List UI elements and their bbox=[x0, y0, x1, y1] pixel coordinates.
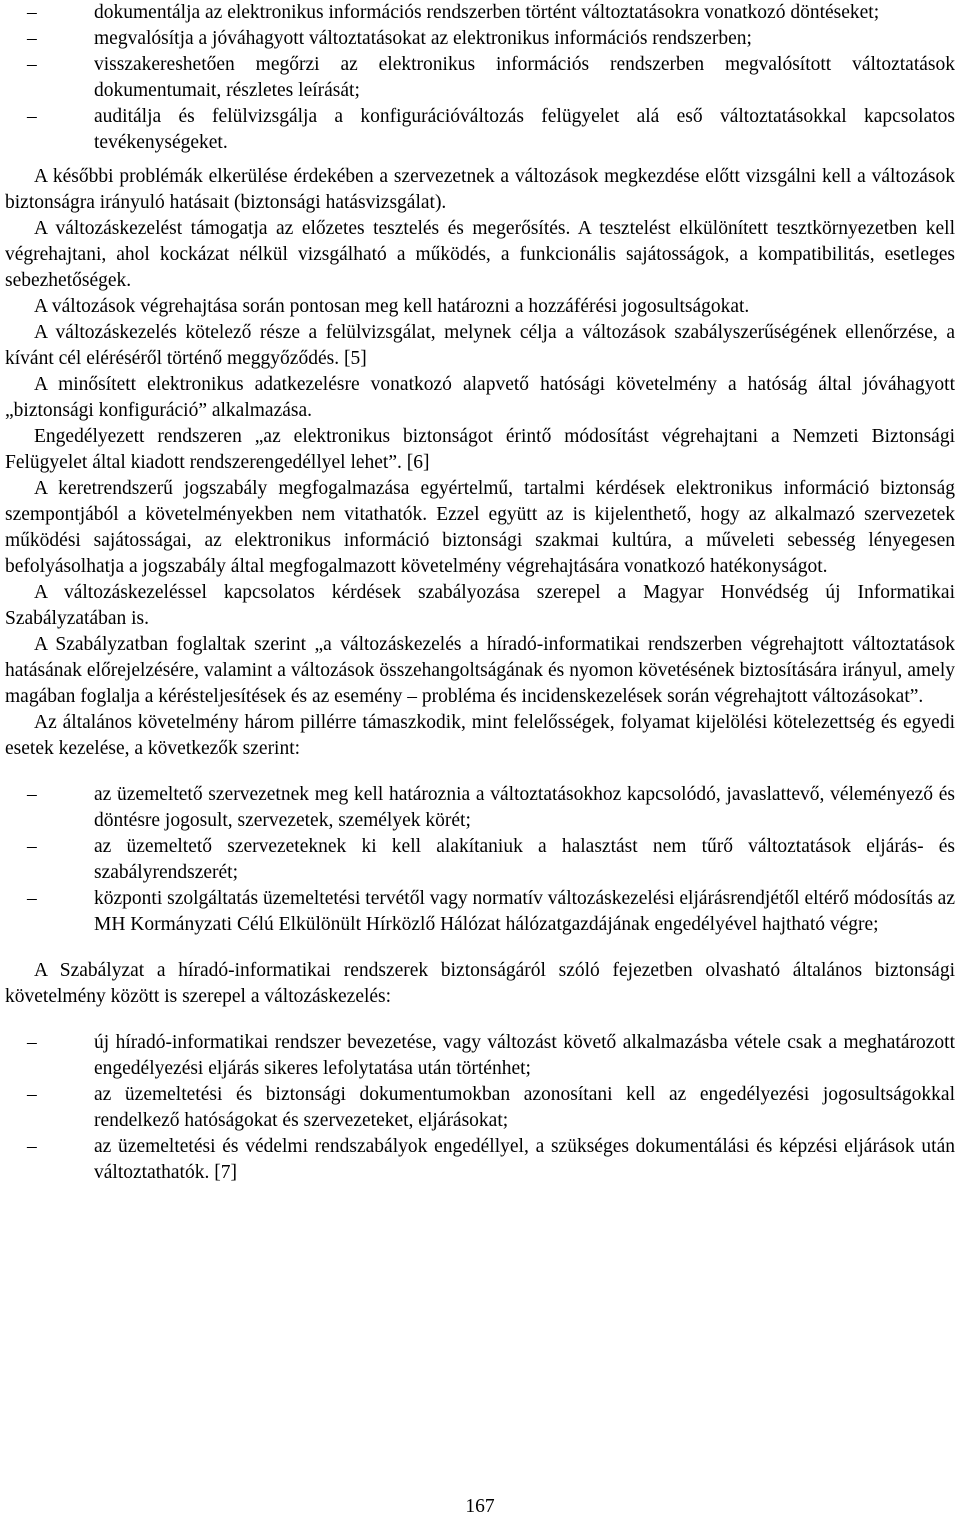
dash-bullet: – bbox=[27, 2, 37, 23]
paragraph-framework-regulation: A keretrendszerű jogszabály megfogalmazása egyértelmű, tartalmi kérdések elektronikus információ biztonság szempontjából a követelményekben nem vitathatók. Ezzel együtt az is kijelenthető, hogy az alkalmazó szervezetek működési sajátosságai, az elektronikus információ biztonsági szakmai kultúra, a műveleti sebesség lényegesen befolyásolhatja a jogszabály által megfogalmazott követelmény végrehajtására vonatkozó hatékonyságot. bbox=[5, 478, 955, 577]
dash-bullet: – bbox=[27, 1136, 37, 1157]
paragraph-impact-analysis: A későbbi problémák elkerülése érdekében a szervezetnek a változások megkezdése előtt vizsgálni kell a változások biztonságra irányuló hatásait (biztonsági hatásvizsgálat). bbox=[5, 166, 955, 213]
page-number: 167 bbox=[465, 1496, 495, 1517]
list-item: – az üzemeltetési és biztonsági dokumentumokban azonosítani kell az engedélyezési jogosultságokkal rendelkező hatóságokat és szervezeteket, eljárásokat; bbox=[27, 1084, 955, 1131]
list-item: – visszakereshetően megőrzi az elektronikus információs rendszerben megvalósított változtatások dokumentumait, részletes leírását; bbox=[27, 54, 955, 101]
paragraph-access-rights: A változások végrehajtása során pontosan meg kell határozni a hozzáférési jogosultságokat. bbox=[34, 296, 750, 317]
list-item: – auditálja és felülvizsgálja a konfigurációváltozás felügyelet alá eső változtatásokkal kapcsolatos tevékenységeket. bbox=[27, 106, 955, 153]
list-item: – megvalósítja a jóváhagyott változtatásokat az elektronikus információs rendszerben; bbox=[5, 26, 955, 52]
dash-bullet: – bbox=[27, 1084, 37, 1105]
paragraph-security-chapter: A Szabályzat a híradó-informatikai rendszerek biztonságáról szóló fejezetben olvasható általános biztonsági követelmény között is szerepel a változáskezelés: bbox=[5, 960, 955, 1007]
dash-bullet: – bbox=[27, 106, 37, 127]
paragraph-security-configuration: A minősített elektronikus adatkezelésre vonatkozó alapvető hatósági követelmény a hatóság által jóváhagyott „biztonsági konfiguráció” alkalmazása. bbox=[5, 374, 955, 421]
responsibility-list bbox=[5, 0, 955, 156]
list-item: – központi szolgáltatás üzemeltetési tervétől vagy normatív változáskezelési eljárásrendjétől eltérő módosítás az MH Kormányzati Célú Elkülönült Hírközlő Hálózat hálózatgazdájának engedélyével hajtható végre; bbox=[27, 888, 955, 935]
paragraph-review: A változáskezelés kötelező része a felülvizsgálat, melynek célja a változások szabályszerűségének ellenőrzése, a kívánt cél eléréséről történő meggyőződés. [5] bbox=[5, 322, 955, 369]
list-item: – az üzemeltető szervezeteknek ki kell alakítaniuk a halasztást nem tűrő változtatások eljárás- és szabályrendszerét; bbox=[27, 836, 955, 883]
security-requirements-list bbox=[5, 1030, 955, 1186]
pillars-list bbox=[5, 782, 955, 938]
dash-bullet: – bbox=[27, 54, 37, 75]
dash-bullet: – bbox=[27, 1032, 37, 1053]
dash-bullet: – bbox=[27, 836, 37, 857]
list-item: – dokumentálja az elektronikus információs rendszerben történt változtatásokra vonatkozó döntéseket; bbox=[5, 0, 955, 26]
dash-bullet: – bbox=[27, 888, 37, 909]
list-item: – új híradó-informatikai rendszer bevezetése, vagy változást követő alkalmazásba vétele csak a meghatározott engedélyezési eljárás sikeres lefolytatása után történhet; bbox=[27, 1032, 955, 1079]
dash-bullet: – bbox=[27, 784, 37, 805]
paragraph-three-pillars: Az általános követelmény három pillérre támaszkodik, mint felelősségek, folyamat kijelölési kötelezettség és egyedi esetek kezelése, a következők szerint: bbox=[5, 712, 955, 759]
paragraph-nbf-permit: Engedélyezett rendszeren „az elektronikus biztonságot érintő módosítást végrehajtani a Nemzeti Biztonsági Felügyelet által kiadott rendszerengedéllyel lehet”. [6] bbox=[5, 426, 955, 473]
list-item: – az üzemeltető szervezetnek meg kell határoznia a változtatásokhoz kapcsolódó, javaslattevő, véleményező és döntésre jogosult, szervezetek, személyek körét; bbox=[27, 784, 955, 831]
dash-bullet: – bbox=[27, 28, 37, 49]
paragraph-mh-regulation: A változáskezeléssel kapcsolatos kérdések szabályozása szerepel a Magyar Honvédség új Informatikai Szabályzatában is. bbox=[5, 582, 955, 629]
list-item: – az üzemeltetési és védelmi rendszabályok engedéllyel, a szükséges dokumentálási és képzési eljárások után változtathatók. [7] bbox=[27, 1136, 955, 1183]
paragraph-regulation-quote: A Szabályzatban foglaltak szerint „a változáskezelés a híradó-informatikai rendszerben végrehajtott változtatások hatásának előrejelzésére, valamint a változások összehangoltságának és nyomon követésének biztosítására irányul, amely magában foglalja a kérésteljesítések és az esemény – probléma és incidenskezelések során végrehajtott változásokat”. bbox=[5, 634, 955, 707]
paragraph-testing: A változáskezelést támogatja az előzetes tesztelés és megerősítés. A tesztelést elkülönített tesztkörnyezetben kell végrehajtani, ahol kockázat nélkül vizsgálható a működés, a funkcionális sajátosságok, a kompatibilitás, esetleges sebezhetőségek. bbox=[5, 218, 955, 291]
